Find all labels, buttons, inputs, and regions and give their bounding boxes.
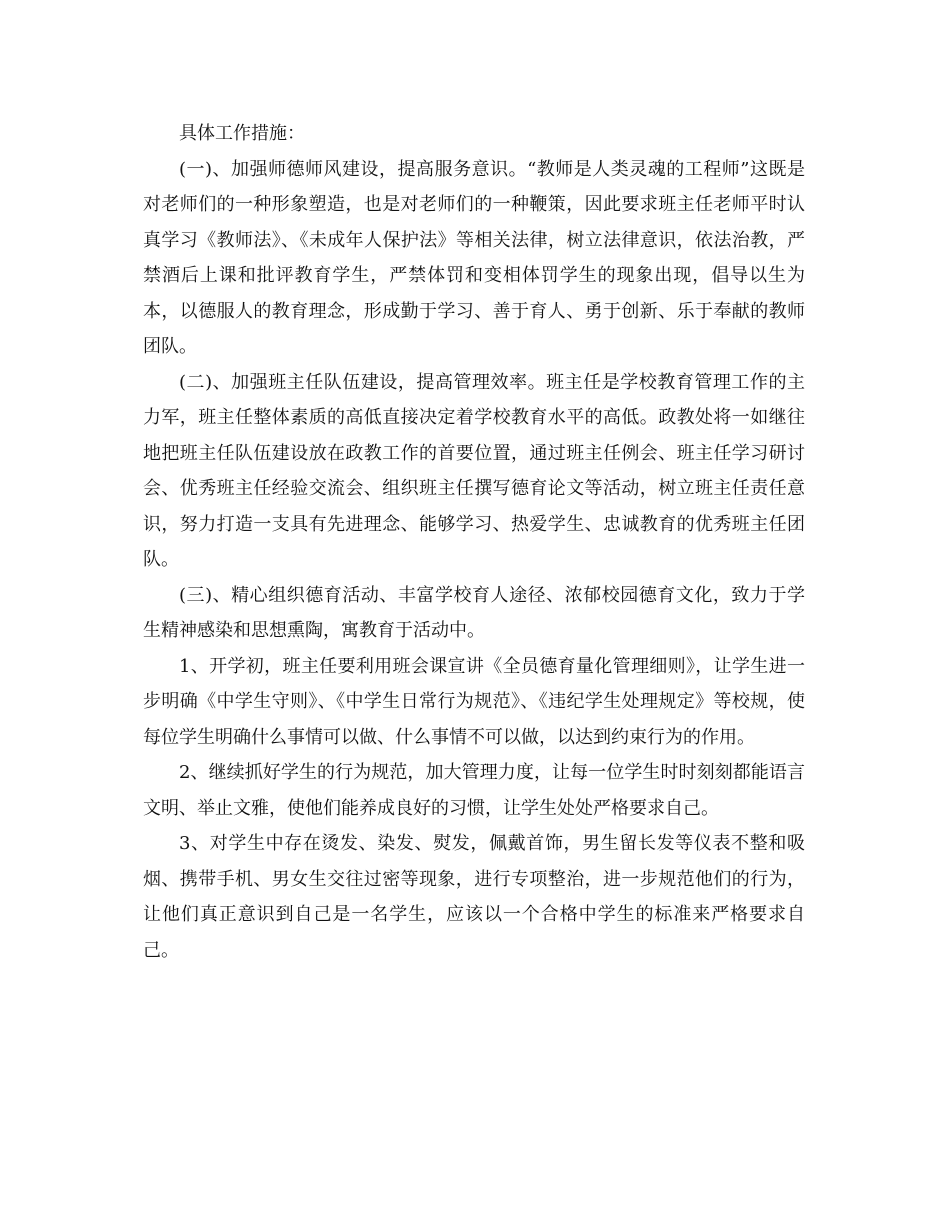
document-body bbox=[143, 116, 805, 968]
paragraph-moral-activities: (三)、精心组织德育活动、丰富学校育人途径、浓郁校园德育文化，致力于学生精神感染和思想熏陶，寓教育于活动中。 bbox=[143, 584, 805, 641]
paragraph-teacher-ethics: (一)、加强师德师风建设，提高服务意识。“教师是人类灵魂的工程师”这既是对老师们的一种形象塑造，也是对老师们的一种鞭策，因此要求班主任老师平时认真学习《教师法》、《未成年人保护法》等相关法律，树立法律意识，依法治教，严禁酒后上课和批评教育学生，严禁体罚和变相体罚学生的现象出现，倡导以生为本，以德服人的教育理念，形成勤于学习、善于育人、勇于创新、乐于奉献的教师团队。 bbox=[143, 158, 805, 357]
paragraph-item-2: 2、继续抓好学生的行为规范，加大管理力度，让每一位学生时时刻刻都能语言文明、举止文雅，使他们能养成良好的习惯，让学生处处严格要求自己。 bbox=[143, 762, 805, 819]
paragraph-item-1: 1、开学初，班主任要利用班会课宣讲《全员德育量化管理细则》，让学生进一步明确《中学生守则》、《中学生日常行为规范》、《违纪学生处理规定》等校规，使每位学生明确什么事情可以做、什么事情不可以做，以达到约束行为的作用。 bbox=[143, 655, 805, 748]
paragraph-item-3: 3、对学生中存在烫发、染发、熨发，佩戴首饰，男生留长发等仪表不整和吸烟、携带手机、男女生交往过密等现象，进行专项整治，进一步规范他们的行为，让他们真正意识到自己是一名学生，应该以一个合格中学生的标准来严格要求自己。 bbox=[143, 833, 805, 961]
paragraph-class-teacher-team: (二)、加强班主任队伍建设，提高管理效率。班主任是学校教育管理工作的主力军，班主任整体素质的高低直接决定着学校教育水平的高低。政教处将一如继往地把班主任队伍建设放在政教工作的首要位置，通过班主任例会、班主任学习研讨会、优秀班主任经验交流会、组织班主任撰写德育论文等活动，树立班主任责任意识，努力打造一支具有先进理念、能够学习、热爱学生、忠诚教育的优秀班主任团队。 bbox=[143, 371, 805, 570]
paragraph-heading-measures: 具体工作措施： bbox=[179, 123, 305, 144]
